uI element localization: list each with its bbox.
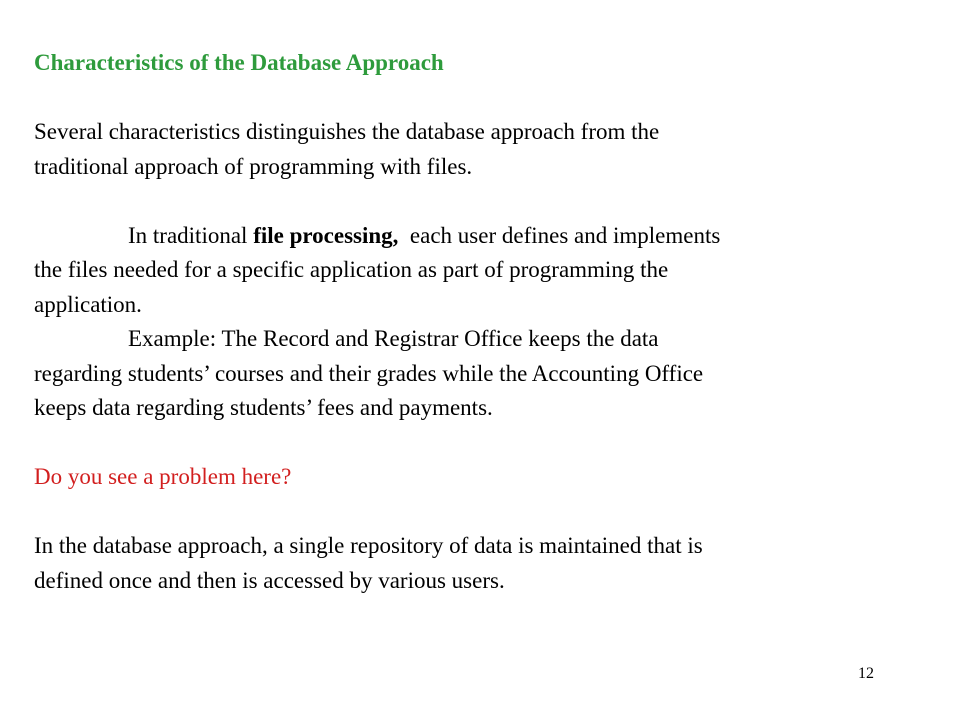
spacer (34, 184, 894, 219)
file-processing-paragraph (34, 219, 894, 323)
slide-content (34, 46, 894, 598)
spacer (34, 81, 894, 116)
intro-line-1: Several characteristics distinguishes the database approach from the (34, 119, 660, 144)
example-paragraph (34, 322, 894, 426)
database-approach-paragraph (34, 529, 894, 598)
example-line-1: Example: The Record and Registrar Office keeps the data (128, 326, 659, 351)
file-processing-line-2: the files needed for a specific application as part of programming the (34, 257, 669, 282)
intro-paragraph (34, 115, 894, 184)
example-line-1-wrap (34, 322, 894, 357)
file-processing-term: file processing, (253, 222, 399, 248)
example-line-3: keeps data regarding students’ fees and payments. (34, 395, 493, 420)
slide-title: Characteristics of the Database Approach (34, 50, 444, 75)
example-line-2: regarding students’ courses and their grades while the Accounting Office (34, 360, 704, 386)
file-processing-line-3: application. (34, 291, 142, 317)
database-approach-line-1: In the database approach, a single repository of data is maintained that is (34, 533, 703, 558)
page-number: 12 (858, 665, 874, 682)
file-processing-line-1-rest: each user defines and implements (398, 222, 721, 248)
spacer (34, 426, 894, 461)
problem-question: Do you see a problem here? (34, 464, 292, 489)
file-processing-line-1 (34, 219, 894, 254)
database-approach-line-2: defined once and then is accessed by various users. (34, 567, 505, 593)
file-processing-prefix: In traditional (128, 222, 254, 248)
spacer (34, 495, 894, 530)
intro-line-2: traditional approach of programming with files. (34, 153, 473, 179)
